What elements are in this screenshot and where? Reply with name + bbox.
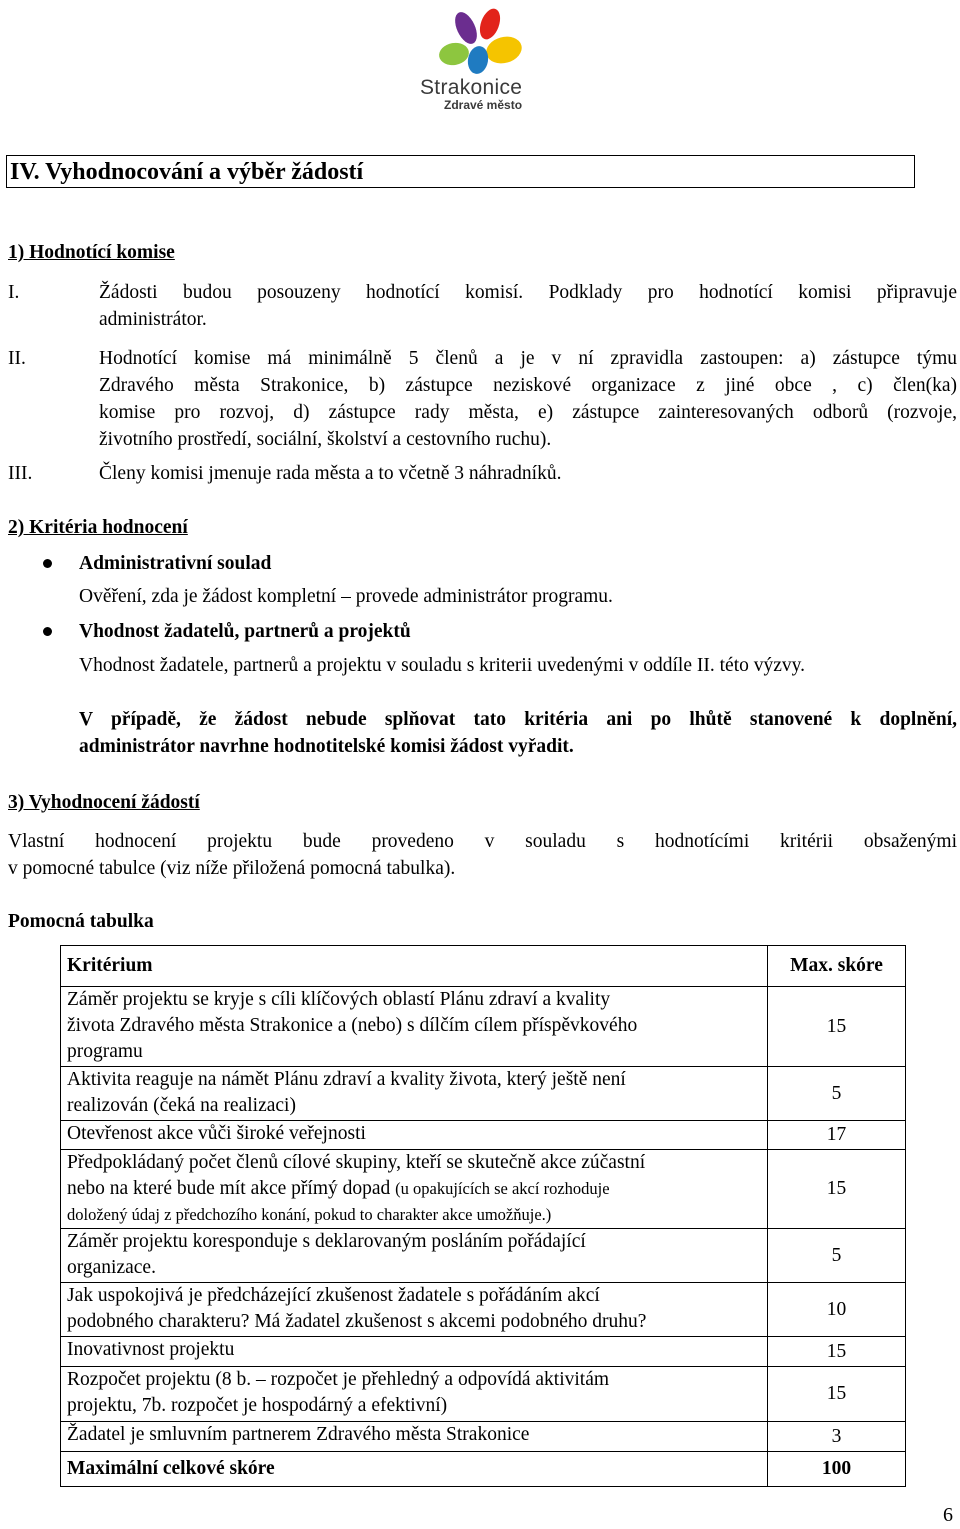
warning-text-line: V případě, že žádost nebude splňovat tato kritéria ani po lhůtě stanovené k doplnění, xyxy=(79,709,957,730)
criterion-line-part: nebo na které bude mít akce přímý dopad xyxy=(67,1178,396,1199)
criterion-note: (u opakujících se akcí rozhoduje xyxy=(395,1179,610,1198)
criterion-line: Otevřenost akce vůči široké veřejnosti xyxy=(67,1123,366,1144)
criterion-note: doložený údaj z předchozího konání, pokud to charakter akce umožňuje.) xyxy=(67,1205,552,1224)
score-cell: 17 xyxy=(768,1121,906,1150)
item-text-line: Žádosti budou posouzeny hodnotící komisí. Podklady pro hodnotící komisi připravuje xyxy=(99,282,957,303)
table-row xyxy=(61,1422,906,1452)
score-cell: 5 xyxy=(768,1229,906,1283)
criterion-line: programu xyxy=(67,1041,143,1062)
criterion-cell xyxy=(61,1337,768,1367)
criterion-line: realizován (čeká na realizaci) xyxy=(67,1095,296,1116)
criterion-line: Záměr projektu se kryje s cíli klíčových oblastí Plánu zdraví a kvality xyxy=(67,989,611,1010)
heading-hodnotici-komise: 1) Hodnotící komise xyxy=(8,242,175,263)
item-number: III. xyxy=(8,463,33,484)
total-score: 100 xyxy=(768,1452,906,1487)
criterion-title: Vhodnost žadatelů, partnerů a projektů xyxy=(79,621,411,642)
section-title: IV. Vyhodnocování a výběr žádostí xyxy=(10,159,364,185)
item-number: II. xyxy=(8,348,26,369)
table-total-row xyxy=(61,1452,906,1487)
item-text-line: životního prostředí, sociální, školství a cestovního ruchu). xyxy=(99,429,552,450)
score-cell: 15 xyxy=(768,987,906,1067)
bullet-icon xyxy=(43,627,52,636)
criterion-line xyxy=(67,1176,767,1202)
criterion-text: Ověření, zda je žádost kompletní – provede administrátor programu. xyxy=(79,586,613,607)
table-header-row xyxy=(61,946,906,987)
criterion-cell xyxy=(61,1150,768,1229)
bullet-icon xyxy=(43,559,52,568)
criterion-cell xyxy=(61,1422,768,1452)
criterion-line: Jak uspokojivá je předcházející zkušenost žadatele s pořádáním akcí xyxy=(67,1285,600,1306)
scoring-table xyxy=(60,945,906,1487)
criterion-cell xyxy=(61,1067,768,1121)
criterion-line: Rozpočet projektu (8 b. – rozpočet je přehledný a odpovídá aktivitám xyxy=(67,1369,610,1390)
table-row xyxy=(61,1067,906,1121)
criterion-text: Vhodnost žadatele, partnerů a projektu v souladu s kriterii uvedenými v oddíle II. této výzvy. xyxy=(79,655,805,676)
page-number: 6 xyxy=(943,1504,953,1526)
score-cell: 3 xyxy=(768,1422,906,1452)
criterion-cell xyxy=(61,1229,768,1283)
column-header-criterion: Kritérium xyxy=(61,946,768,987)
table-heading: Pomocná tabulka xyxy=(8,911,154,932)
criterion-line: organizace. xyxy=(67,1257,156,1278)
table-row xyxy=(61,1229,906,1283)
item-text-line: Zdravého města Strakonice, b) zástupce neziskové organizace z jiné obce , c) člen(ka) xyxy=(99,375,957,396)
criterion-line: projektu, 7b. rozpočet je hospodárný a efektivní) xyxy=(67,1395,448,1416)
strakonice-logo xyxy=(412,6,552,114)
criterion-cell xyxy=(61,1367,768,1422)
score-cell: 15 xyxy=(768,1337,906,1367)
item-text-line: Členy komisi jmenuje rada města a to včetně 3 náhradníků. xyxy=(99,463,562,484)
criterion-line: Inovativnost projektu xyxy=(67,1339,235,1360)
score-cell: 10 xyxy=(768,1283,906,1337)
score-cell: 15 xyxy=(768,1367,906,1422)
criterion-line: Aktivita reaguje na námět Plánu zdraví a kvality života, který ještě není xyxy=(67,1069,626,1090)
body-text-line: v pomocné tabulce (viz níže přiložená pomocná tabulka). xyxy=(8,858,456,879)
total-label: Maximální celkové skóre xyxy=(61,1452,768,1487)
criterion-line: Předpokládaný počet členů cílové skupiny, kteří se skutečně akce zúčastní xyxy=(67,1152,646,1173)
score-cell: 15 xyxy=(768,1150,906,1229)
criterion-line: Záměr projektu koresponduje s deklarovaným posláním pořádající xyxy=(67,1231,586,1252)
column-header-score: Max. skóre xyxy=(768,946,906,987)
table-row xyxy=(61,1121,906,1150)
criterion-line: Žadatel je smluvním partnerem Zdravého města Strakonice xyxy=(67,1424,530,1445)
criterion-cell xyxy=(61,1283,768,1337)
table-row xyxy=(61,987,906,1067)
warning-text-line: administrátor navrhne hodnotitelské komisi žádost vyřadit. xyxy=(79,736,574,757)
criterion-line: podobného charakteru? Má žadatel zkušenost s akcemi podobného druhu? xyxy=(67,1311,647,1332)
body-text-line: Vlastní hodnocení projektu bude provedeno v souladu s hodnotícími kritérii obsaženými xyxy=(8,831,957,852)
criterion-cell xyxy=(61,1121,768,1150)
logo-leaves-icon xyxy=(412,6,552,76)
criterion-line: života Zdravého města Strakonice a (nebo) s dílčím cílem příspěvkového xyxy=(67,1015,638,1036)
item-number: I. xyxy=(8,282,20,303)
criterion-cell xyxy=(61,987,768,1067)
table-row xyxy=(61,1367,906,1422)
section-title-box xyxy=(6,155,915,188)
logo-subtitle: Zdravé město xyxy=(444,98,523,112)
item-text-line: komise pro rozvoj, d) zástupce rady města, e) zástupce zainteresovaných odborů (rozvoje, xyxy=(99,402,957,423)
criterion-title: Administrativní soulad xyxy=(79,553,272,574)
item-text-line: administrátor. xyxy=(99,309,207,330)
score-cell: 5 xyxy=(768,1067,906,1121)
heading-vyhodnoceni-zadosti: 3) Vyhodnocení žádostí xyxy=(8,792,200,813)
heading-kriteria-hodnoceni: 2) Kritéria hodnocení xyxy=(8,517,188,538)
item-text-line: Hodnotící komise má minimálně 5 členů a je v ní zpravidla zastoupen: a) zástupce týmu xyxy=(99,348,957,369)
logo-name: Strakonice xyxy=(420,76,523,99)
table-row xyxy=(61,1337,906,1367)
table-row xyxy=(61,1150,906,1229)
table-row xyxy=(61,1283,906,1337)
